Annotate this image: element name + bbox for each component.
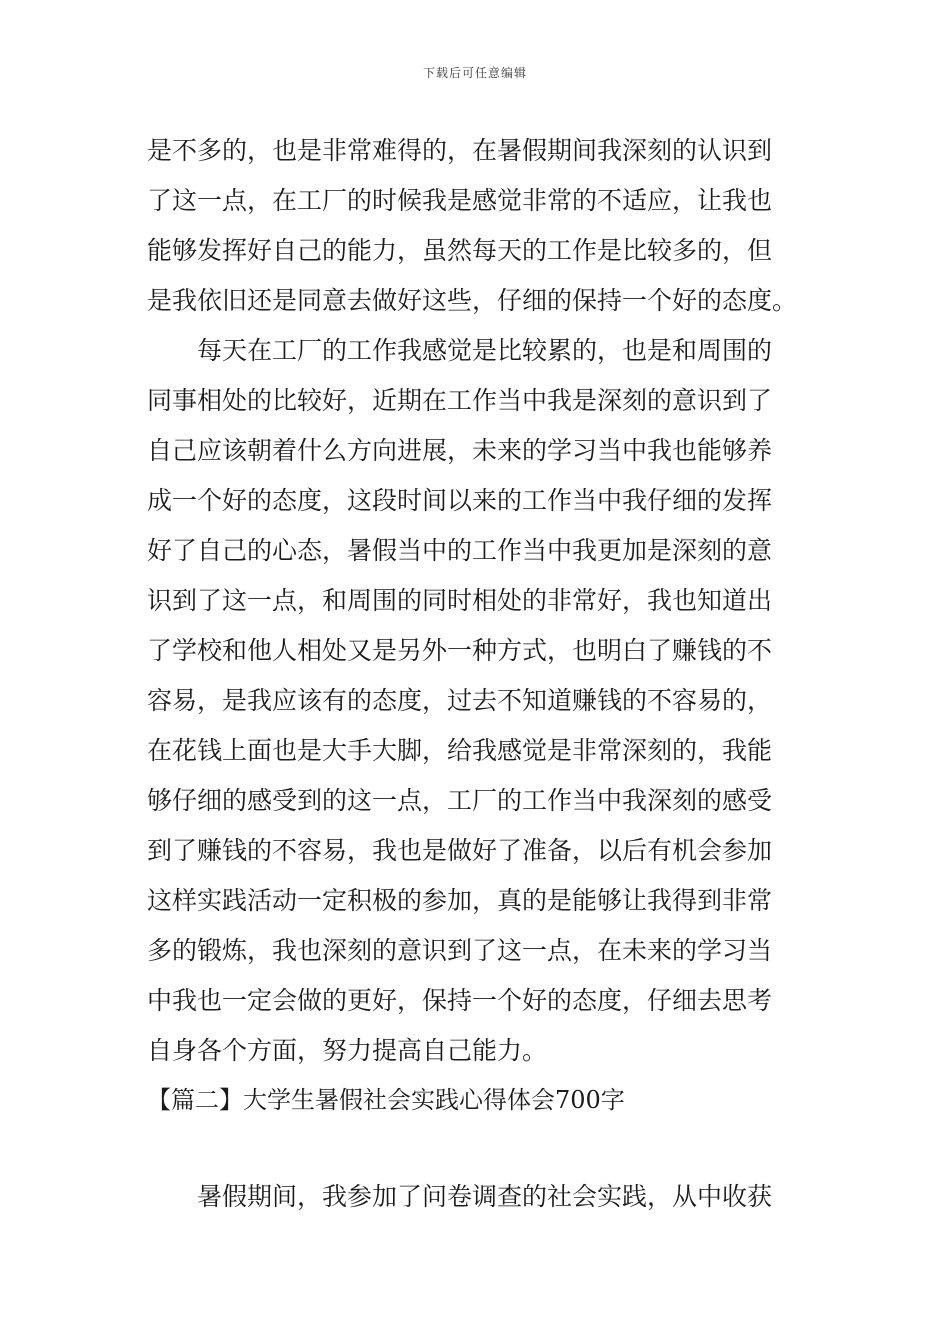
body-text-line: 自身各个方面，努力提高自己能力。 bbox=[147, 1036, 548, 1065]
body-text-line: 是不多的，也是非常难得的，在暑假期间我深刻的认识到 bbox=[147, 136, 773, 165]
body-text-line: 了这一点，在工厂的时候我是感觉非常的不适应，让我也 bbox=[147, 186, 773, 215]
body-text-line: 了学校和他人相处又是另外一种方式，也明白了赚钱的不 bbox=[147, 636, 773, 665]
page-header-note: 下载后可任意编辑 bbox=[422, 66, 527, 80]
body-text-line: 中我也一定会做的更好，保持一个好的态度，仔细去思考 bbox=[147, 986, 773, 1015]
body-text-line: 识到了这一点，和周围的同时相处的非常好，我也知道出 bbox=[147, 586, 773, 615]
paragraph-first-line: 每天在工厂的工作我感觉是比较累的，也是和周围的 bbox=[197, 336, 773, 365]
body-text-line: 到了赚钱的不容易，我也是做好了准备，以后有机会参加 bbox=[147, 836, 773, 865]
body-text-line: 成一个好的态度，这段时间以来的工作当中我仔细的发挥 bbox=[147, 486, 773, 515]
body-text-line: 好了自己的心态，暑假当中的工作当中我更加是深刻的意 bbox=[147, 536, 773, 565]
body-text-line: 容易，是我应该有的态度，过去不知道赚钱的不容易的， bbox=[147, 686, 773, 715]
paragraph-first-line: 暑假期间，我参加了问卷调查的社会实践，从中收获 bbox=[197, 1182, 773, 1211]
body-text-line: 这样实践活动一定积极的参加，真的是能够让我得到非常 bbox=[147, 886, 773, 915]
body-text-line: 能够发挥好自己的能力，虽然每天的工作是比较多的，但 bbox=[147, 236, 773, 265]
body-text-line: 是我依旧还是同意去做好这些，仔细的保持一个好的态度。 bbox=[147, 286, 798, 315]
section-heading: 【篇二】大学生暑假社会实践心得体会700字 bbox=[147, 1086, 625, 1114]
body-text-line: 自己应该朝着什么方向进展，未来的学习当中我也能够养 bbox=[147, 436, 773, 465]
body-text-line: 同事相处的比较好，近期在工作当中我是深刻的意识到了 bbox=[147, 386, 773, 415]
body-text-line: 多的锻炼，我也深刻的意识到了这一点，在未来的学习当 bbox=[147, 936, 773, 965]
body-text-line: 够仔细的感受到的这一点，工厂的工作当中我深刻的感受 bbox=[147, 786, 773, 815]
body-text-line: 在花钱上面也是大手大脚，给我感觉是非常深刻的，我能 bbox=[147, 736, 773, 765]
